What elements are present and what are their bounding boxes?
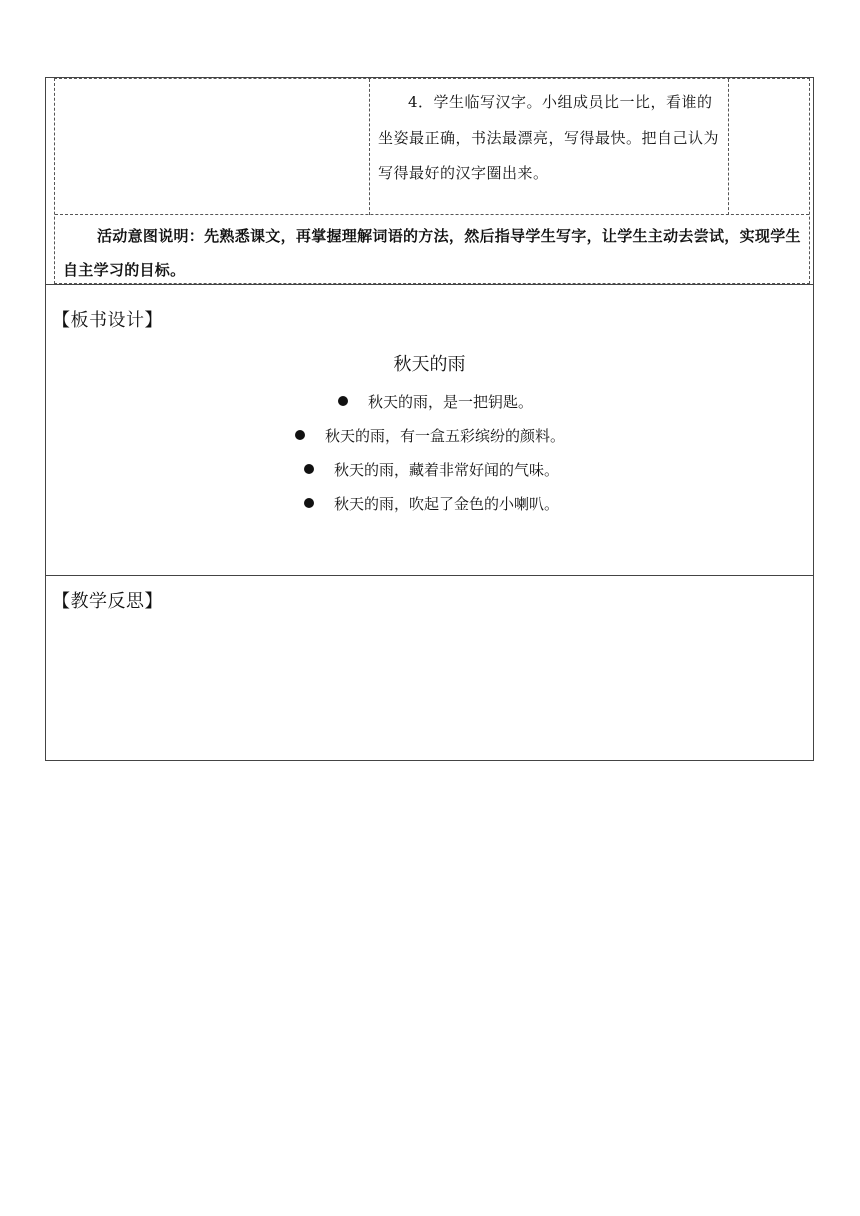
column-divider: [369, 79, 370, 215]
board-line: [338, 391, 533, 412]
board-line: [295, 425, 565, 446]
board-line: [304, 493, 559, 514]
activity-row: [55, 79, 809, 215]
board-design-title: 秋天的雨: [393, 354, 466, 375]
lesson-table: [45, 77, 814, 761]
step-4-text: 4．学生临写汉字。小组成员比一比，看谁的坐姿最正确，书法最漂亮，写得最快。把自己认为写得最好的汉字圈出来。: [378, 93, 720, 182]
activity-table: [54, 78, 810, 284]
section-divider: [46, 284, 813, 285]
column-divider: [728, 79, 729, 215]
board-line-text: 秋天的雨，藏着非常好闻的气味。: [334, 461, 560, 479]
bullet-icon: [304, 498, 314, 508]
board-line-text: 秋天的雨，有一盒五彩缤纷的颜料。: [325, 427, 566, 445]
bullet-icon: [295, 430, 305, 440]
section-divider: [46, 575, 813, 576]
board-line: [304, 459, 559, 480]
reflection-heading: 【教学反思】: [52, 591, 163, 612]
board-design-heading: 【板书设计】: [52, 310, 163, 331]
bullet-icon: [304, 464, 314, 474]
board-line-text: 秋天的雨，是一把钥匙。: [368, 393, 534, 411]
bullet-icon: [338, 396, 348, 406]
activity-intent-text: 活动意图说明：先熟悉课文，再掌握理解词语的方法，然后指导学生写字，让学生主动去尝试，实现学生自主学习的目标。: [63, 227, 801, 279]
board-line-text: 秋天的雨，吹起了金色的小喇叭。: [334, 495, 560, 513]
